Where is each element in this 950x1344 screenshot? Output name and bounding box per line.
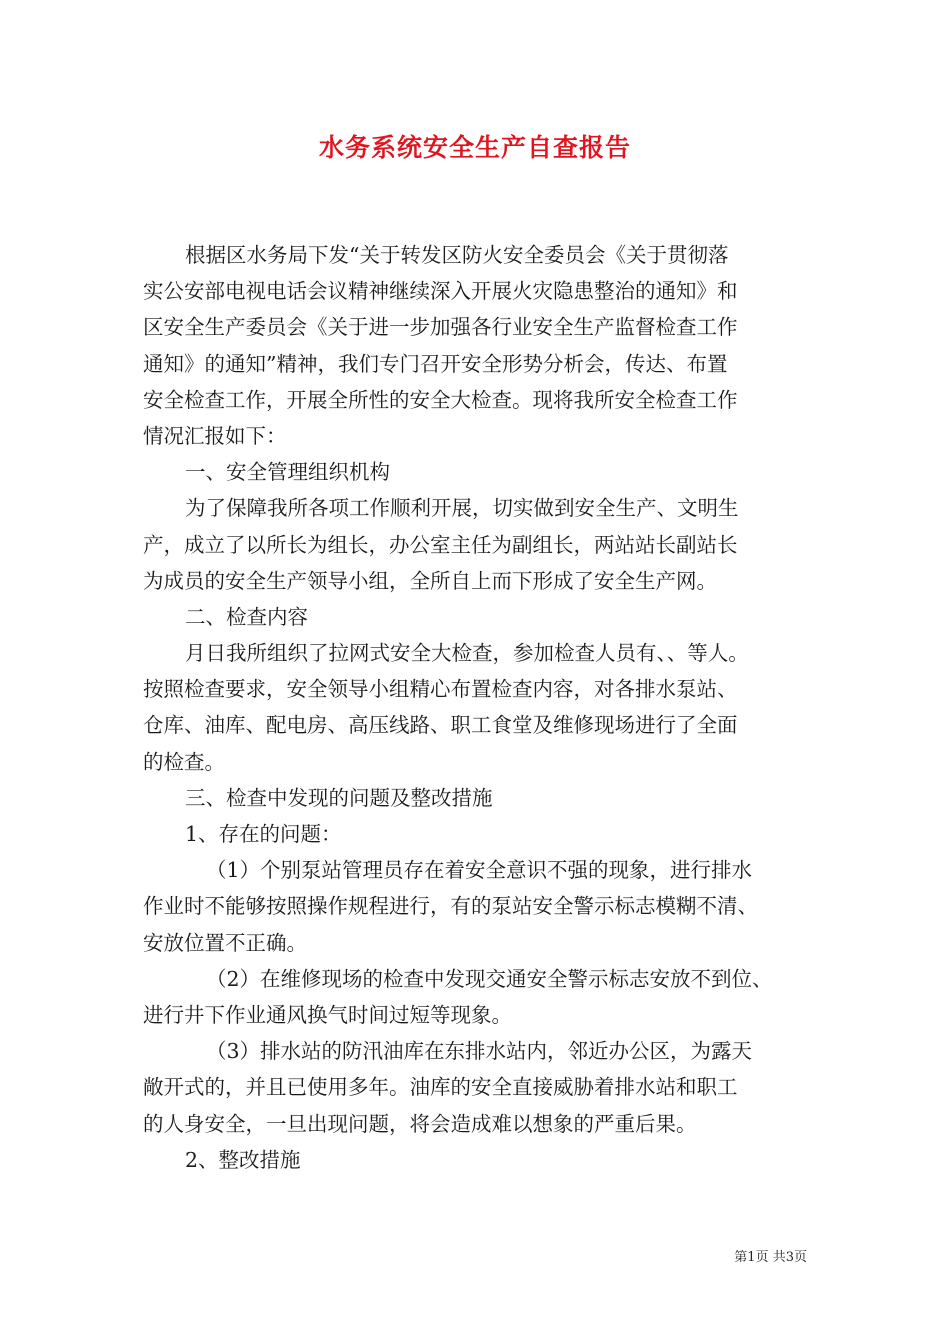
footer-middle: 页 共 bbox=[755, 1250, 786, 1265]
footer-total-pages: 3 bbox=[785, 1250, 794, 1265]
text-line: 产，成立了以所长为组长，办公室主任为副组长，两站站长副站长 bbox=[143, 532, 738, 557]
text-line: 区安全生产委员会《关于进一步加强各行业安全生产监督检查工作 bbox=[143, 315, 738, 340]
text-line: 三、检查中发现的问题及整改措施 bbox=[185, 785, 493, 810]
document-title: 水务系统安全生产自查报告 bbox=[318, 133, 631, 162]
text-line: 仓库、油库、配电房、高压线路、职工食堂及维修现场进行了全面 bbox=[143, 713, 738, 738]
text-line: （3）排水站的防汛油库在东排水站内，邻近办公区，为露天 bbox=[206, 1039, 753, 1064]
text-line: 进行井下作业通风换气时间过短等现象。 bbox=[143, 1002, 512, 1027]
text-line: 的检查。 bbox=[143, 749, 225, 774]
text-line: 通知》的通知”精神，我们专门召开安全形势分析会，传达、布置 bbox=[143, 351, 728, 376]
text-line: 一、安全管理组织机构 bbox=[185, 460, 390, 485]
text-line: 2、整改措施 bbox=[185, 1147, 301, 1172]
text-line: （2）在维修现场的检查中发现交通安全警示标志安放不到位、 bbox=[206, 966, 773, 991]
document-body bbox=[143, 237, 815, 1178]
footer-prefix: 第 bbox=[734, 1250, 748, 1265]
text-line: 月日我所组织了拉网式安全大检查，参加检查人员有、、等人。 bbox=[185, 641, 749, 666]
text-line: 按照检查要求，安全领导小组精心布置检查内容，对各排水泵站、 bbox=[143, 677, 738, 702]
text-line: 安全检查工作，开展全所性的安全大检查。现将我所安全检查工作 bbox=[143, 387, 738, 412]
text-line: 情况汇报如下： bbox=[143, 423, 287, 448]
text-line: 的人身安全，一旦出现问题，将会造成难以想象的严重后果。 bbox=[143, 1111, 697, 1136]
text-line: 为成员的安全生产领导小组，全所自上而下形成了安全生产网。 bbox=[143, 568, 717, 593]
text-line: 敞开式的，并且已使用多年。油库的安全直接威胁着排水站和职工 bbox=[143, 1075, 738, 1100]
text-line: 安放位置不正确。 bbox=[143, 930, 307, 955]
text-line: （1）个别泵站管理员存在着安全意识不强的现象，进行排水 bbox=[206, 858, 753, 883]
page-footer bbox=[734, 1246, 807, 1265]
footer-suffix: 页 bbox=[793, 1250, 807, 1265]
footer-current-page: 1 bbox=[747, 1250, 756, 1265]
text-line: 二、检查内容 bbox=[185, 604, 308, 629]
text-line: 根据区水务局下发“关于转发区防火安全委员会《关于贯彻落 bbox=[185, 243, 729, 267]
text-line: 1、存在的问题： bbox=[185, 822, 342, 846]
text-line: 为了保障我所各项工作顺利开展，切实做到安全生产、文明生 bbox=[185, 496, 739, 521]
text-line: 实公安部电视电话会议精神继续深入开展火灾隐患整治的通知》和 bbox=[143, 279, 738, 304]
text-line: 作业时不能够按照操作规程进行，有的泵站安全警示标志模糊不清、 bbox=[143, 894, 758, 919]
